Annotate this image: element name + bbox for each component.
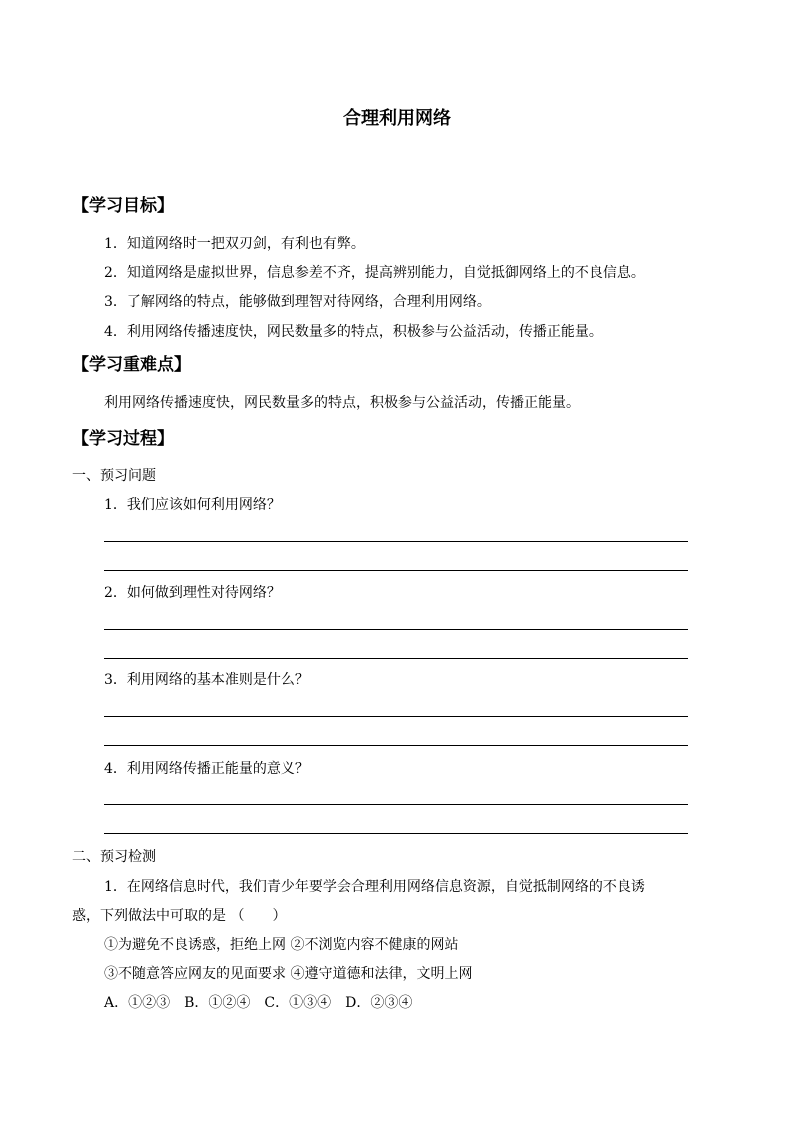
answer-line	[104, 745, 688, 746]
answer-line	[104, 804, 688, 805]
question-item: 4．利用网络传播正能量的意义？	[104, 761, 309, 777]
question-item: 3．利用网络的基本准则是什么？	[104, 672, 309, 688]
key-points-text: 利用网络传播速度快，网民数量多的特点，积极参与公益活动，传播正能量。	[104, 395, 580, 411]
check-options-line: ③不随意答应网友的见面要求 ④遵守道德和法律，文明上网	[104, 966, 473, 982]
answer-line	[104, 541, 688, 542]
page-title: 合理利用网络	[343, 108, 451, 129]
answer-line	[104, 629, 688, 630]
goal-item: 2．知道网络是虚拟世界，信息参差不齐，提高辨别能力，自觉抵御网络上的不良信息。	[104, 265, 645, 281]
question-item: 1．我们应该如何利用网络？	[104, 497, 281, 513]
answer-line	[104, 570, 688, 571]
goals-heading: 【学习目标】	[72, 196, 174, 216]
process-heading: 【学习过程】	[72, 429, 174, 449]
answer-line	[104, 833, 688, 834]
key-points-heading: 【学习重难点】	[72, 355, 191, 375]
goal-item: 3．了解网络的特点，能够做到理智对待网络，合理利用网络。	[104, 294, 491, 310]
question-item: 2．如何做到理性对待网络？	[104, 585, 281, 601]
answer-choices: A．①②③ B．①②④ C．①③④ D．②③④	[104, 995, 413, 1011]
check-question-line: 1．在网络信息时代，我们青少年要学会合理利用网络信息资源，自觉抵制网络的不良诱	[104, 879, 645, 895]
goal-item: 1．知道网络时一把双刃剑，有利也有弊。	[104, 236, 365, 252]
check-options-line: ①为避免不良诱惑，拒绝上网 ②不浏览内容不健康的网站	[104, 937, 459, 953]
section-title-preview-questions: 一、预习问题	[72, 468, 156, 484]
goal-item: 4．利用网络传播速度快，网民数量多的特点，积极参与公益活动，传播正能量。	[104, 324, 603, 340]
answer-line	[104, 716, 688, 717]
section-title-preview-check: 二、预习检测	[72, 849, 156, 865]
answer-line	[104, 658, 688, 659]
check-question-line: 惑，下列做法中可取的是 （ ）	[72, 908, 287, 924]
